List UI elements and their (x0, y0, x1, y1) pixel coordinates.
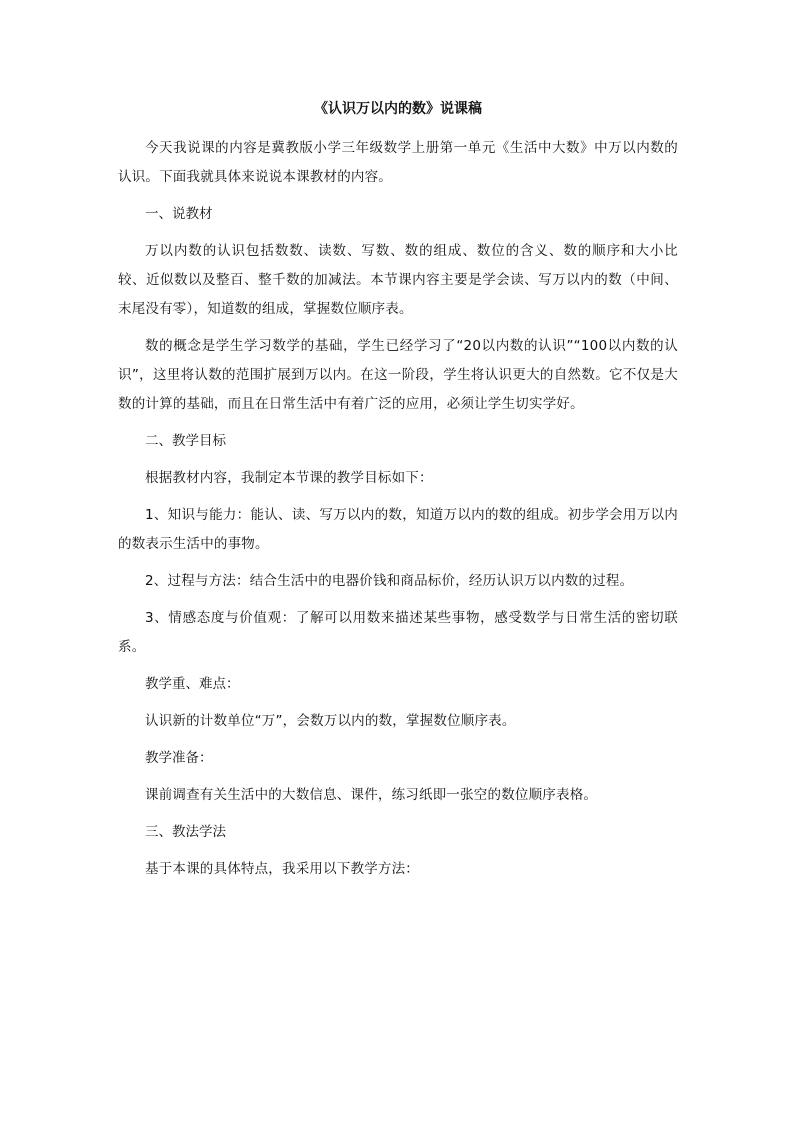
paragraph: 根据教材内容，我制定本节课的教学目标如下： (145, 470, 433, 486)
section-heading: 教学准备： (145, 750, 213, 766)
paragraph: 基于本课的具体特点，我采用以下教学方法： (145, 861, 419, 877)
section-heading: 三、教法学法 (145, 824, 226, 840)
paragraph: 课前调查有关生活中的大数信息、课件，练习纸即一张空的数位顺序表格。 (145, 787, 598, 803)
document-page (118, 98, 678, 892)
paragraph: 3、情感态度与价值观：了解可以用数来描述某些事物，感受数学与日常生活的密切联系。 (118, 610, 678, 655)
paragraph: 2、过程与方法：结合生活中的电器价钱和商品标价，经历认识万以内数的过程。 (145, 573, 634, 589)
document-body (118, 134, 678, 884)
section-heading: 教学重、难点： (145, 676, 240, 692)
paragraph: 1、知识与能力：能认、读、写万以内的数，知道万以内的数的组成。初步学会用万以内的数表示生活中的事物。 (118, 507, 678, 552)
section-heading: 一、说教材 (145, 206, 213, 222)
document-title: 《认识万以内的数》说课稿 (314, 101, 482, 117)
paragraph: 认识新的计数单位“万”，会数万以内的数，掌握数位顺序表。 (145, 713, 516, 729)
paragraph: 万以内数的认识包括数数、读数、写数、数的组成、数位的含义、数的顺序和大小比较、近似数以及整百、整千数的加减法。本节课内容主要是学会读、写万以内的数（中间、末尾没有零），知道数的组成，掌握数位顺序表。 (118, 243, 678, 317)
paragraph: 今天我说课的内容是冀教版小学三年级数学上册第一单元《生活中大数》中万以内数的认识。下面我就具体来说说本课教材的内容。 (118, 140, 678, 185)
section-heading: 二、教学目标 (145, 433, 226, 449)
paragraph: 数的概念是学生学习数学的基础，学生已经学习了“20以内数的认识”“100以内数的认识”，这里将认数的范围扩展到万以内。在这一阶段，学生将认识更大的自然数。它不仅是大数的计算的基础，而且在日常生活中有着广泛的应用，必须让学生切实学好。 (118, 338, 678, 412)
